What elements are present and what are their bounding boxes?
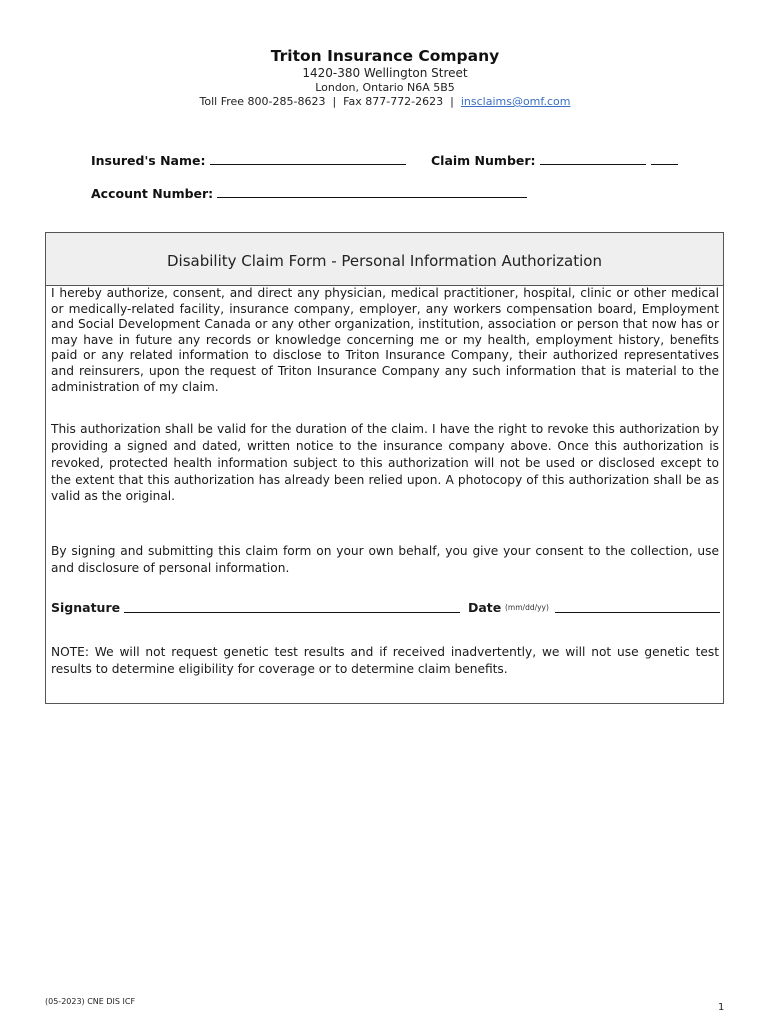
date-line[interactable] — [555, 612, 720, 613]
document-header — [0, 46, 770, 109]
signature-row — [51, 600, 719, 618]
date-format-hint: (mm/dd/yy) — [505, 602, 549, 612]
date-label: Date — [468, 599, 502, 615]
company-city: London, Ontario N6A 5B5 — [315, 81, 455, 94]
signature-label: Signature — [51, 599, 121, 615]
signature-line[interactable] — [124, 612, 460, 613]
insured-name-line[interactable] — [210, 152, 406, 165]
insured-name-label: Insured's Name: — [91, 153, 206, 168]
claim-number-label: Claim Number: — [431, 153, 536, 168]
company-address: 1420-380 Wellington Street — [302, 66, 468, 80]
authorization-box — [45, 232, 724, 704]
claim-number-field[interactable] — [431, 152, 678, 168]
account-number-field[interactable] — [91, 185, 527, 201]
consent-paragraph: By signing and submitting this claim form on your own behalf, you give your consent to the collection, use and disclosure of personal information. — [51, 544, 719, 575]
page-number: 1 — [718, 1002, 725, 1013]
company-contact — [0, 95, 770, 109]
email-link[interactable]: insclaims@omf.com — [460, 95, 571, 108]
form-title: Disability Claim Form - Personal Information Authorization — [46, 233, 723, 286]
phone-fax-text: Toll Free 800-285-8623 | Fax 877-772-2623 | — [199, 95, 461, 108]
authorization-paragraph: I hereby authorize, consent, and direct any physician, medical practitioner, hospital, clinic or other medical or medically-related facility, insurance company, employer, any workers compensation board, Employment and Social Development Canada or any other organization, institution, association or person that now has or may have in future any records or knowledge concerning me or my health, employment history, benefits paid or any related information to disclose to Triton Insurance Company, their authorized representatives and reinsurers, upon the request of Triton Insurance Company any such information that is material to the administration of my claim. — [51, 286, 719, 394]
form-code: (05-2023) CNE DIS ICF — [45, 997, 136, 1006]
authorization-body — [46, 286, 723, 677]
account-number-line[interactable] — [217, 185, 527, 198]
company-name: Triton Insurance Company — [270, 47, 500, 65]
insured-name-field[interactable] — [91, 152, 406, 168]
claim-number-line[interactable] — [540, 152, 646, 165]
account-number-label: Account Number: — [91, 186, 214, 201]
validity-paragraph: This authorization shall be valid for the duration of the claim. I have the right to revoke this authorization by providing a signed and dated, written notice to the insurance company above. Once this authorization is revoked, protected health information subject to this authorization will not be used or disclosed except to the extent that this authorization has already been relied upon. A photocopy of this authorization shall be as valid as the original. — [51, 422, 719, 504]
genetic-test-note: NOTE: We will not request genetic test results and if received inadvertently, we will not use genetic test results to determine eligibility for coverage or to determine claim benefits. — [51, 644, 719, 676]
claim-number-suffix-line[interactable] — [651, 152, 678, 165]
